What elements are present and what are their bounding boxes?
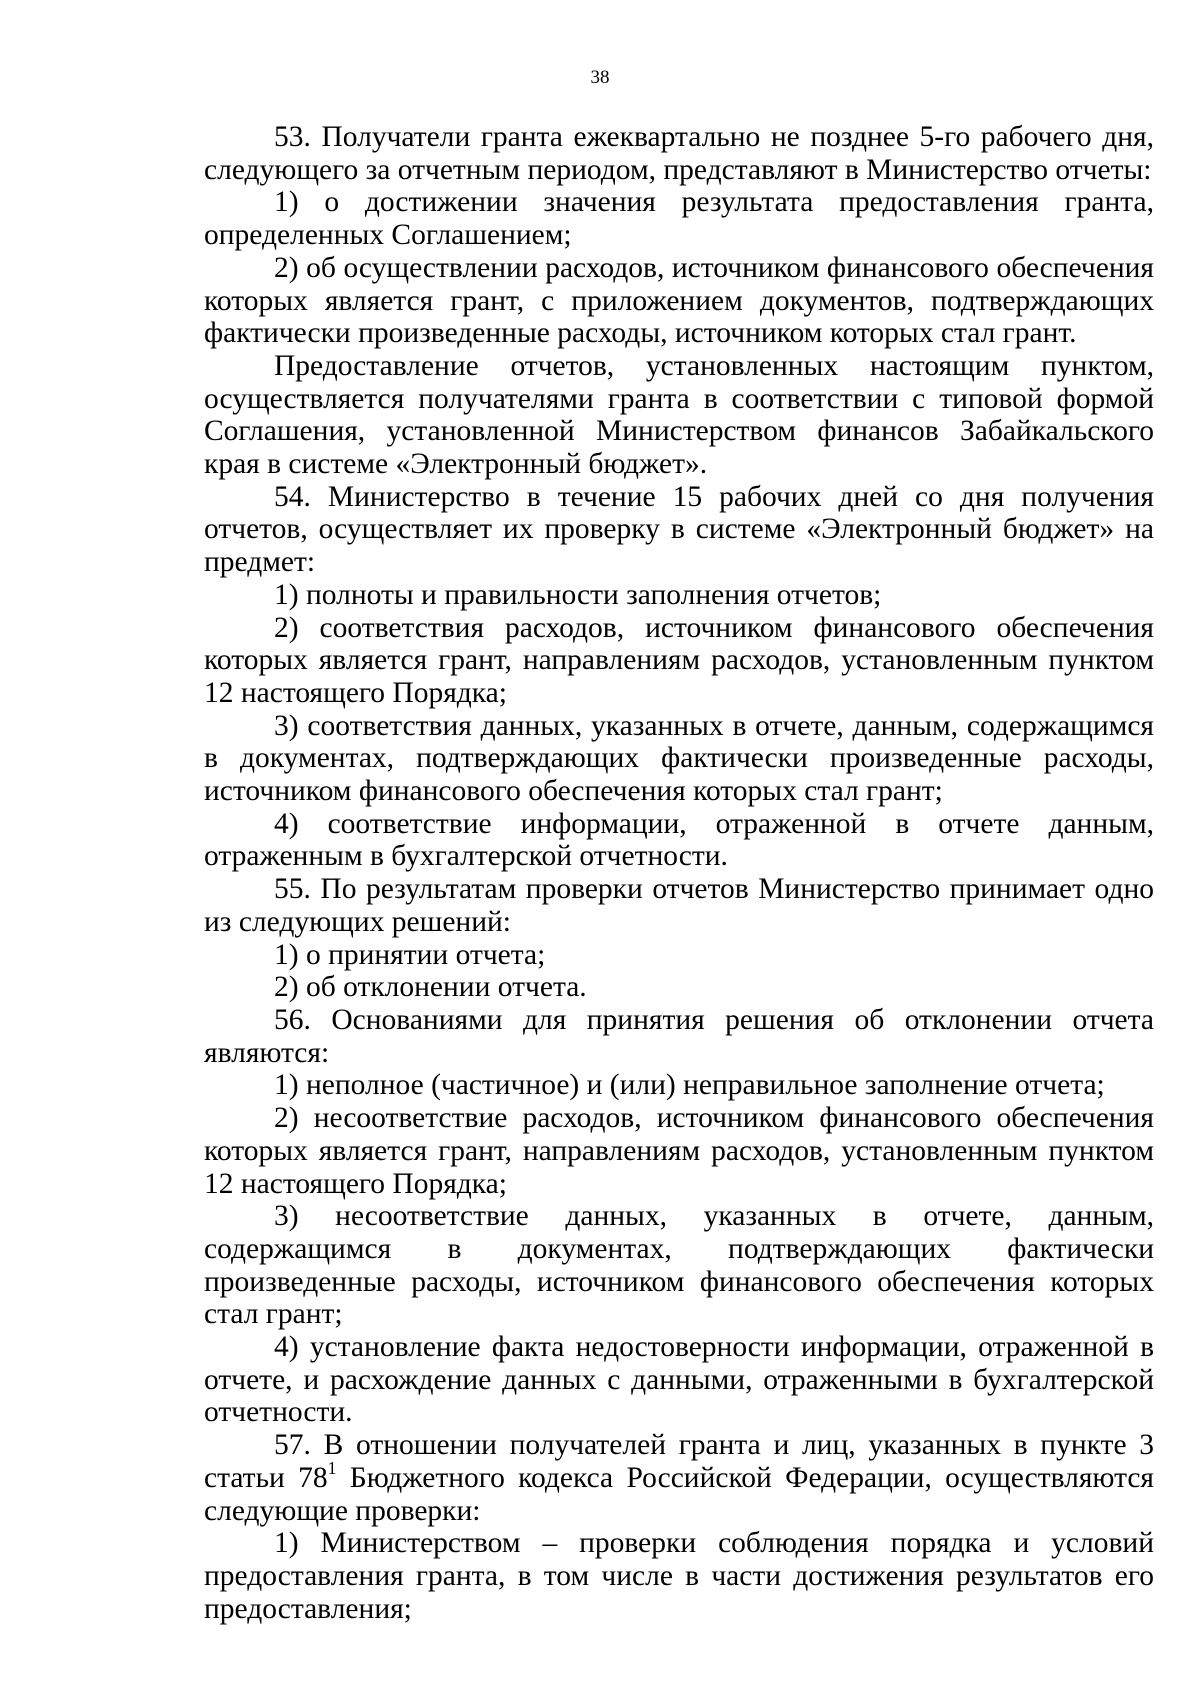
paragraph-57-text-start: 57. В отношении получателей гранта и лиц, указанных в пункте 3 статьи 78 [204, 1429, 1154, 1494]
paragraph-53-item-2: 2) об осуществлении расходов, источником финансового обеспечения которых является грант, с приложением документов, подтверждающих фактически произведенные расходы, источником которых стал грант. [204, 251, 1154, 350]
page-number: 38 [590, 67, 610, 88]
paragraph-55-item-2: 2) об отклонении отчета. [274, 971, 587, 1004]
paragraph-53-item-1: 1) о достижении значения результата предоставления гранта, определенных Соглашением; [204, 186, 1154, 252]
paragraph-54-item-3: 3) соответствия данных, указанных в отчете, данным, содержащимся в документах, подтверждающих фактически произведенные расходы, источником финансового обеспечения которых стал грант; [204, 709, 1154, 808]
paragraph-56: 56. Основаниями для принятия решения об отклонении отчета являются: [204, 1003, 1154, 1069]
paragraph-54-item-2: 2) соответствия расходов, источником финансового обеспечения которых является грант, направлениям расходов, установленным пунктом 12 настоящего Порядка; [204, 611, 1154, 709]
paragraph-57-text-end: Бюджетного кодекса Российской Федерации, осуществляются следующие проверки: [204, 1461, 1154, 1527]
paragraph-53-reports-note: Предоставление отчетов, установленных настоящим пунктом, осуществляется получателями гранта в соответствии с типовой формой Соглашения, установленной Министерством финансов Забайкальского края в системе «Электронный бюджет». [204, 349, 1154, 481]
paragraph-57-item-1: 1) Министерством – проверки соблюдения порядка и условий предоставления гранта, в том числе в части достижения результатов его предоставления; [204, 1527, 1154, 1625]
paragraph-54: 54. Министерство в течение 15 рабочих дней со дня получения отчетов, осуществляет их проверку в системе «Электронный бюджет» на предмет: [204, 480, 1154, 579]
paragraph-55: 55. По результатам проверки отчетов Министерство принимает одно из следующих решений: [204, 873, 1154, 938]
paragraph-56-item-2: 2) несоответствие расходов, источником финансового обеспечения которых является грант, направлениям расходов, установленным пунктом 12 настоящего Порядка; [204, 1102, 1154, 1200]
paragraph-53: 53. Получатели гранта ежеквартально не позднее 5-го рабочего дня, следующего за отчетным периодом, представляют в Министерство отчеты: [204, 121, 1154, 186]
document-body [204, 121, 1154, 1625]
paragraph-56-item-3: 3) несоответствие данных, указанных в отчете, данным, содержащимся в документах, подтверждающих фактически произведенные расходы, источником финансового обеспечения которых стал грант; [204, 1200, 1154, 1331]
paragraph-54-item-1: 1) полноты и правильности заполнения отчетов; [274, 578, 882, 611]
article-superscript: 1 [327, 1458, 337, 1478]
paragraph-57 [204, 1429, 1154, 1527]
paragraph-56-item-4: 4) установление факта недостоверности информации, отраженной в отчете, и расхождение данных с данными, отраженными в бухгалтерской отчетности. [204, 1331, 1154, 1429]
paragraph-55-item-1: 1) о принятии отчета; [274, 938, 546, 971]
paragraph-54-item-4: 4) соответствие информации, отраженной в отчете данным, отраженным в бухгалтерской отчетности. [204, 807, 1154, 873]
paragraph-56-item-1: 1) неполное (частичное) и (или) неправильное заполнение отчета; [274, 1069, 1105, 1102]
